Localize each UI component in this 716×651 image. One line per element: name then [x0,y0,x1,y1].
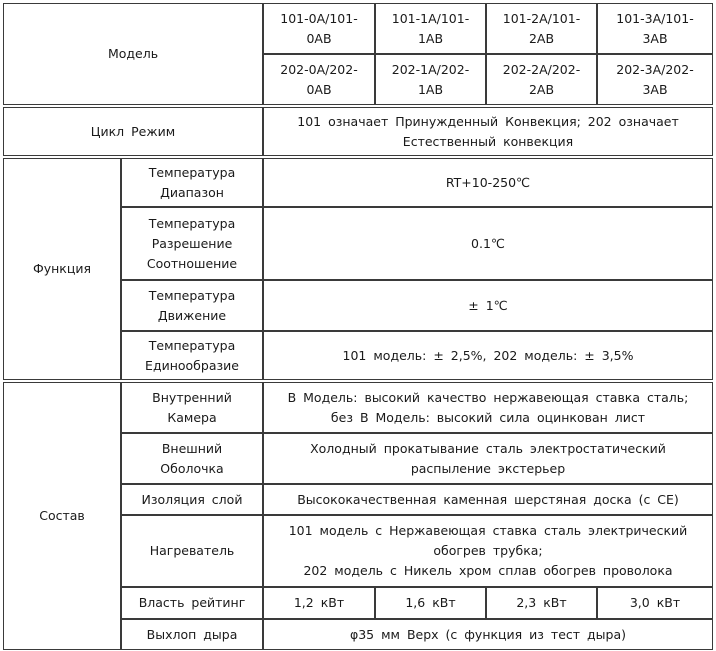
model-101-1: 101-1A/101- 1AB [375,3,486,54]
model-101-0: 101-0A/101- 0AB [263,3,375,54]
heater-value: 101 модель с Нержавеющая ставка сталь электрический обогрев трубка; 202 модель с Никель хром сплав обогрев проволока [263,515,713,587]
composition-group-label: Состав [3,382,121,650]
function-group-label: Функция [3,158,121,380]
temperature-range-value: RT+10-250℃ [263,158,713,207]
power-rating-2: 2,3 кВт [486,587,597,619]
heater-label: Нагреватель [121,515,263,587]
model-202-3: 202-3A/202- 3AB [597,54,713,105]
temperature-resolution-label: Температура Разрешение Соотношение [121,207,263,280]
inner-chamber-value: В Модель: высокий качество нержавеющая ставка сталь; без В Модель: высокий сила оцинкован лист [263,382,713,433]
exhaust-hole-value: φ35 мм Верх (с функция из тест дыра) [263,619,713,650]
temperature-uniformity-value: 101 модель: ± 2,5%, 202 модель: ± 3,5% [263,331,713,380]
model-202-2: 202-2A/202- 2AB [486,54,597,105]
temperature-fluctuation-label: Температура Движение [121,280,263,331]
model-101-3: 101-3A/101- 3AB [597,3,713,54]
temperature-resolution-value: 0.1℃ [263,207,713,280]
exhaust-hole-label: Выхлоп дыра [121,619,263,650]
outer-shell-value: Холодный прокатывание сталь электростатический распыление экстерьер [263,433,713,484]
power-rating-0: 1,2 кВт [263,587,375,619]
power-rating-1: 1,6 кВт [375,587,486,619]
outer-shell-label: Внешний Оболочка [121,433,263,484]
model-202-0: 202-0A/202- 0AB [263,54,375,105]
insulation-layer-value: Высококачественная каменная шерстяная доска (с CE) [263,484,713,515]
temperature-uniformity-label: Температура Единообразие [121,331,263,380]
insulation-layer-label: Изоляция слой [121,484,263,515]
cycle-mode-value: 101 означает Принужденный Конвекция; 202 означает Естественный конвекция [263,107,713,156]
inner-chamber-label: Внутренний Камера [121,382,263,433]
power-rating-label: Власть рейтинг [121,587,263,619]
model-header-label: Модель [3,3,263,105]
power-rating-3: 3,0 кВт [597,587,713,619]
model-101-2: 101-2A/101- 2AB [486,3,597,54]
temperature-fluctuation-value: ± 1℃ [263,280,713,331]
model-202-1: 202-1A/202- 1AB [375,54,486,105]
temperature-range-label: Температура Диапазон [121,158,263,207]
cycle-mode-label: Цикл Режим [3,107,263,156]
